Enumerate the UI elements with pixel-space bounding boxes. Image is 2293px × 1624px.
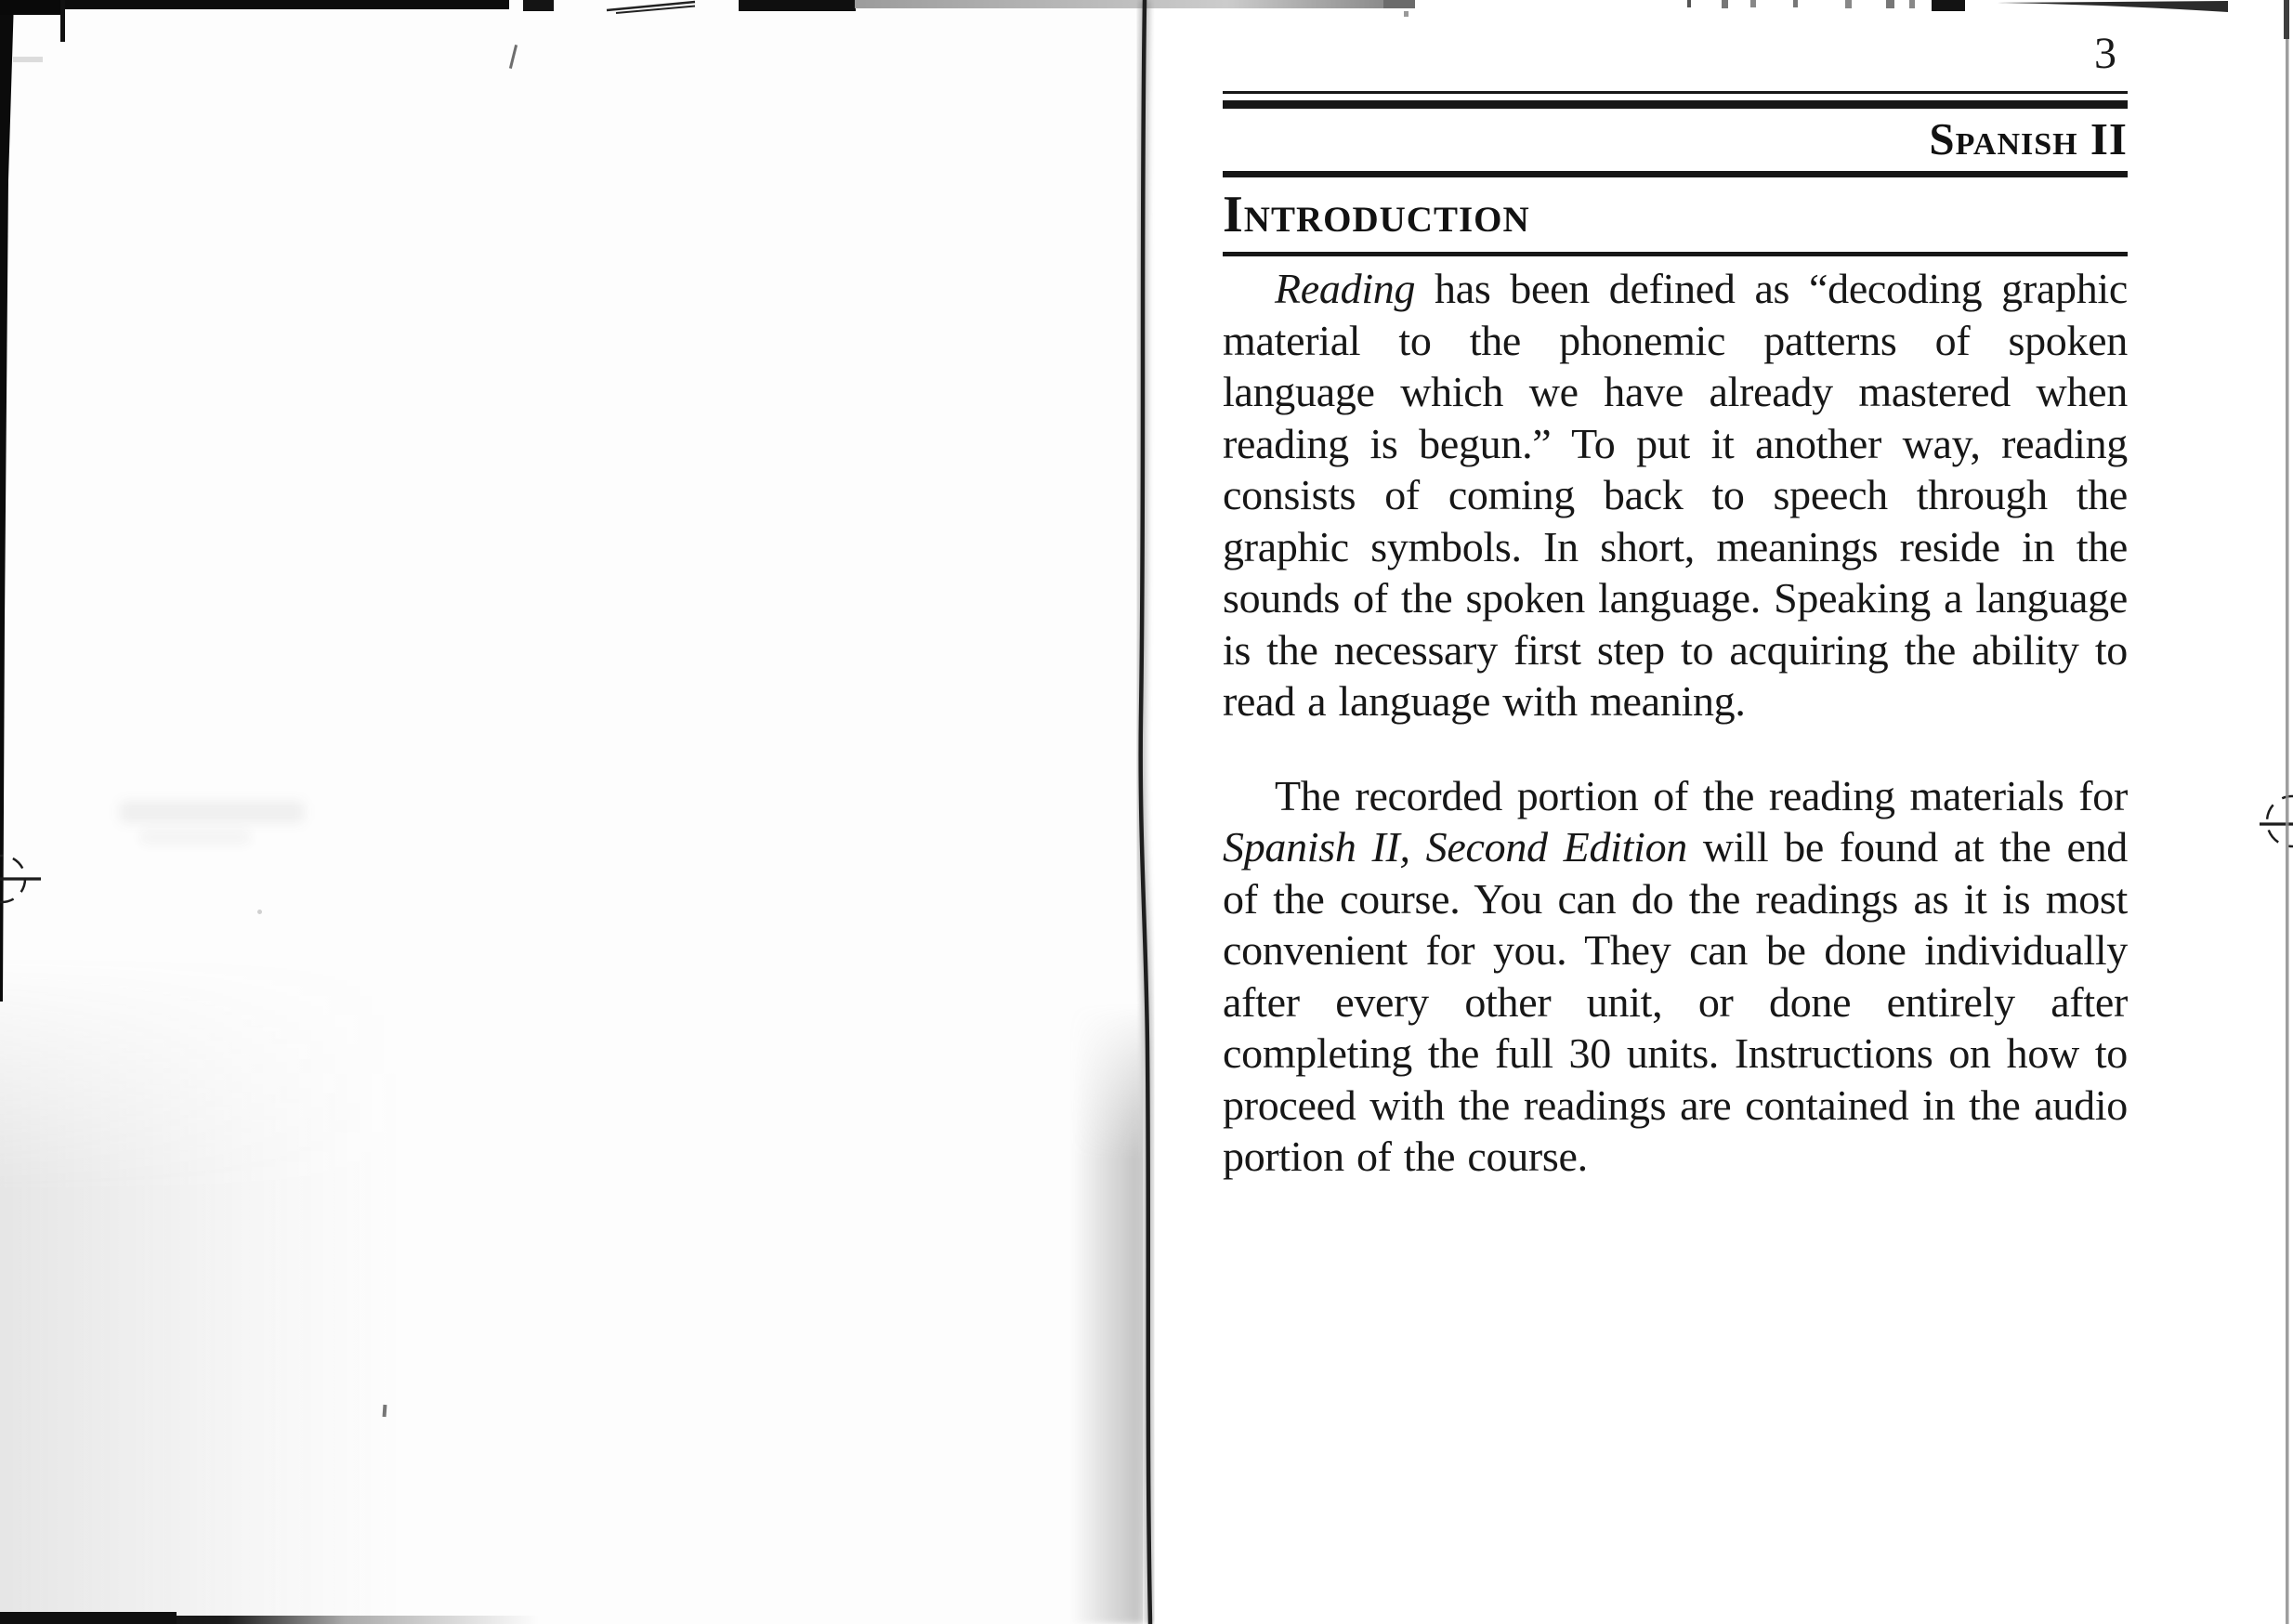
horizontal-rule	[1223, 252, 2128, 256]
body-paragraph-1: Reading has been defined as “decoding graphic material to the phonemic patterns of spoken language which we have already mastered when reading is begun.” To put it another way, reading consists of coming back to speech through the graphic symbols. In short, meanings reside in the sounds of the spoken language. Speaking a language is the necessary first step to acquiring the ability to read a language with meaning.	[1223, 265, 2128, 725]
show-through-smudge	[139, 830, 251, 845]
section-title: Introduction	[1223, 186, 1530, 243]
scanner-artifact	[0, 0, 65, 15]
body-paragraph-2: The recorded portion of the reading materials for Spanish II, Second Edition will be found at the end of the course. You can do the readings as it is most convenient for you. They can be done individually after every other unit, or done entirely after completing the full 30 units. Instructions on how to proceed with the readings are contained in the audio portion of the course.	[1223, 771, 2129, 1180]
ink-speck	[13, 57, 43, 62]
scanner-artifact	[60, 0, 65, 42]
course-title: Spanish II	[1929, 113, 2128, 164]
show-through-smudge	[119, 801, 305, 823]
text-column	[1223, 0, 2128, 1225]
book-gutter-shadow	[1070, 1003, 1143, 1624]
scanner-artifact	[0, 1612, 177, 1624]
horizontal-rule	[1223, 100, 2128, 109]
page-shading	[0, 957, 446, 1624]
page-number: 3	[2094, 29, 2116, 78]
scanner-artifact	[523, 0, 554, 11]
scanner-artifact	[739, 0, 856, 11]
horizontal-rule	[1223, 91, 2128, 94]
scanner-artifact	[0, 0, 509, 9]
ink-speck	[257, 910, 262, 914]
horizontal-rule	[1223, 171, 2128, 177]
